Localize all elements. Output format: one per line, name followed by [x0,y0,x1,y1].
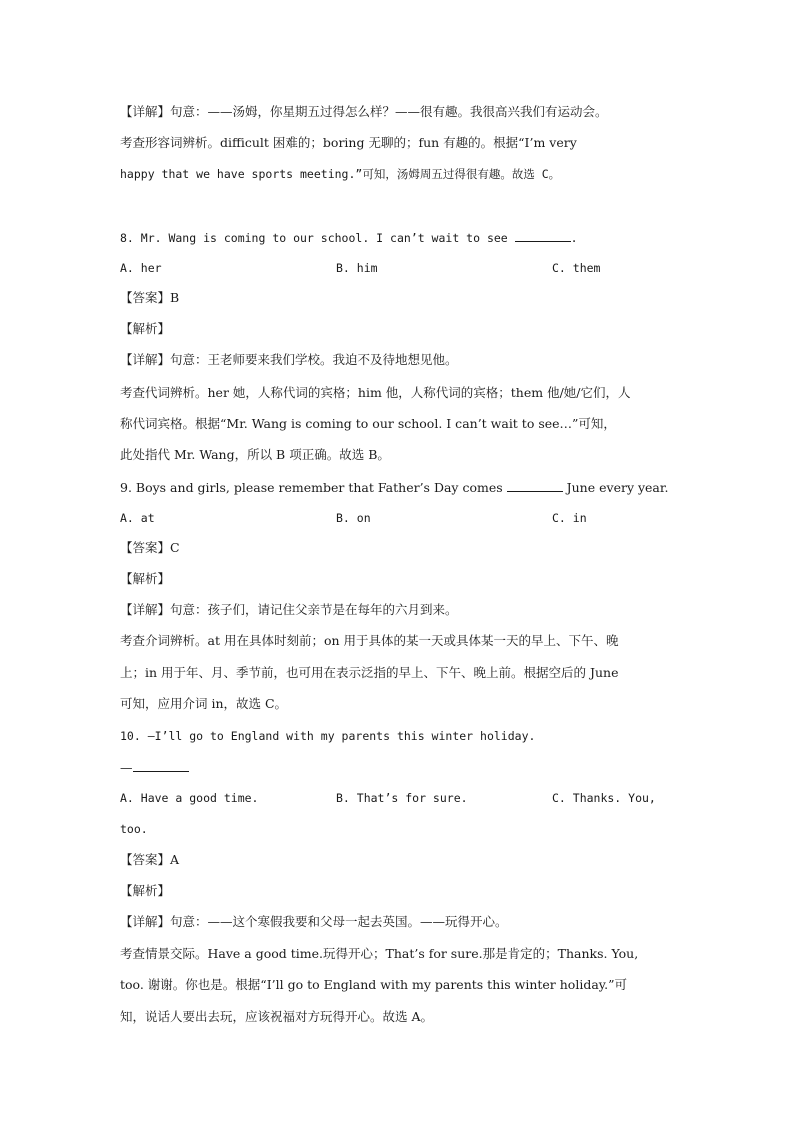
q8-stem-end: . [570,231,578,245]
q10-option-c: C. Thanks. You, [552,791,656,805]
q9-answer-blank [507,479,563,492]
q10-detail-line-1: 【详解】句意：——这个寒假我要和父母一起去英国。——玩得开心。 [120,914,508,929]
q10-detail-line-4: 知，说话人要出去玩，应该祝福对方玩得开心。故选 A。 [120,1009,434,1024]
q10-answer-blank [133,759,189,772]
q9-option-b: B. on [336,511,371,525]
q7-detail-line-2: 考查形容词辨析。difficult 困难的；boring 无聊的；fun 有趣的。根据“I’m very [120,135,577,150]
q10-detail-line-2: 考查情景交际。Have a good time.玩得开心；That’s for sure.那是肯定的；Thanks. You, [120,946,639,961]
q8-answer: 【答案】B [120,290,180,305]
q8-stem [120,229,676,246]
q9-detail-line-1: 【详解】句意：孩子们，请记住父亲节是在每年的六月到来。 [120,602,458,617]
q10-option-a: A. Have a good time. [120,791,259,805]
q8-answer-blank [515,229,571,242]
q8-option-c: C. them [552,261,601,275]
q9-option-c: C. in [552,511,587,525]
q7-detail-line-3: happy that we have sports meeting.”可知，汤姆周五过得很有趣。故选 C。 [120,167,561,181]
q8-detail-line-2: 考查代词辨析。her 她，人称代词的宾格；him 他，人称代词的宾格；them 他/她/它们，人 [120,385,631,400]
q9-stem-end: June every year. [566,480,669,495]
q9-detail-line-2: 考查介词辨析。at 用在具体时刻前；on 用于具体的某一天或具体某一天的早上、下午、晚 [120,633,619,648]
q9-stem [120,479,676,496]
q10-reply [120,759,676,776]
q10-answer: 【答案】A [120,852,180,867]
q7-detail-line-1: 【详解】句意：——汤姆，你星期五过得怎么样？——很有趣。我很高兴我们有运动会。 [120,104,608,119]
q9-detail-line-3: 上；in 用于年、月、季节前，也可用在表示泛指的早上、下午、晚上前。根据空后的 June [120,665,619,680]
q9-stem-text: 9. Boys and girls, please remember that Father’s Day comes [120,480,503,495]
q9-answer: 【答案】C [120,540,180,555]
q10-analysis-heading: 【解析】 [120,883,171,898]
q8-detail-line-4: 此处指代 Mr. Wang，所以 B 项正确。故选 B。 [120,447,390,462]
q9-analysis-heading: 【解析】 [120,571,171,586]
q10-stem: 10. —I’ll go to England with my parents this winter holiday. [120,729,536,743]
q10-reply-dash: — [120,760,133,775]
q10-detail-line-3: too. 谢谢。你也是。根据“I’ll go to England with my parents this winter holiday.”可 [120,977,628,992]
q8-option-b: B. him [336,261,378,275]
q8-stem-text: 8. Mr. Wang is coming to our school. I can’t wait to see [120,231,508,245]
q9-option-a: A. at [120,511,155,525]
q9-detail-line-4: 可知，应用介词 in，故选 C。 [120,696,288,711]
q10-option-c-wrap: too. [120,822,148,836]
q8-detail-line-1: 【详解】句意：王老师要来我们学校。我迫不及待地想见他。 [120,352,458,367]
q8-detail-line-3: 称代词宾格。根据“Mr. Wang is coming to our school. I can’t wait to see…”可知， [120,416,616,431]
q8-option-a: A. her [120,261,162,275]
q10-option-b: B. That’s for sure. [336,791,468,805]
q8-analysis-heading: 【解析】 [120,321,171,336]
